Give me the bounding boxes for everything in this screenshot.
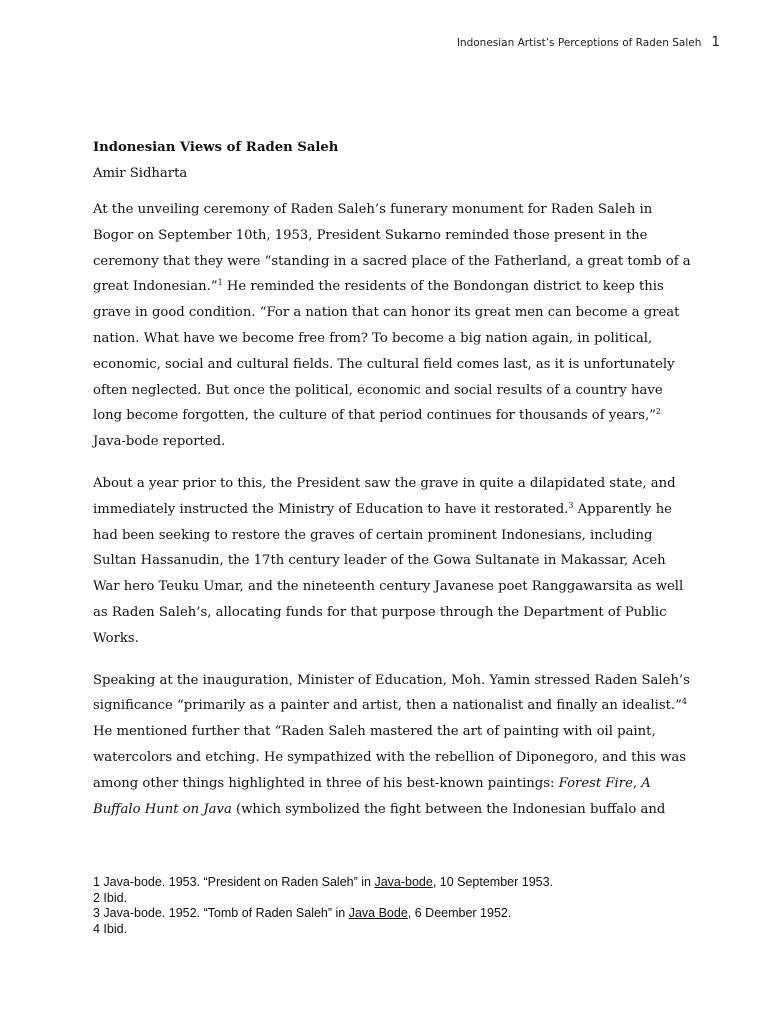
footnote-3-source: Java Bode: [348, 906, 408, 920]
footnote-ref-3[interactable]: 3: [568, 500, 574, 510]
paragraph-3-text-a: Speaking at the inauguration, Minister of Education, Moh. Yamin stressed Raden Saleh’s significance “primarily as a painter and artist, then a nationalist and finally an idealist.”: [93, 672, 690, 714]
paragraph-3-text-b: He mentioned further that “Raden Saleh mastered the art of painting with oil paint, watercolors and etching. He sympathized with the rebellion of Diponegoro, and this was among other things highlighted in three of his best-known paintings:: [93, 724, 687, 791]
paragraph-2: [93, 471, 693, 652]
footnote-1-text: 1 Java-bode. 1953. “President on Raden Saleh” in: [93, 875, 375, 889]
painting-title-buffalo-hunt: A Buffalo Hunt on Java: [93, 775, 651, 817]
paragraph-1-text-c: Java-bode reported.: [93, 434, 226, 450]
painting-title-forest-fire: Forest Fire: [558, 775, 633, 791]
page-number: 1: [711, 34, 720, 50]
paragraph-3-separator: ,: [632, 775, 642, 791]
footnote-4-text: 4 Ibid.: [93, 921, 128, 936]
footnote-2: [93, 891, 553, 907]
page-header: [457, 34, 720, 50]
footnote-ref-4[interactable]: 4: [681, 697, 687, 707]
footnote-ref-1[interactable]: 1: [217, 278, 223, 288]
paragraph-3-text-c: (which symbolized the fight between the Indonesian buffalo and: [231, 801, 666, 817]
footnote-1-source: Java-bode: [374, 875, 433, 889]
footnote-2-text: 2 Ibid.: [93, 890, 128, 905]
footnote-3: [93, 906, 553, 922]
footnote-1-date: , 10 September 1953.: [432, 875, 554, 889]
footnote-3-text: 3 Java-bode. 1952. “Tomb of Raden Saleh” in: [93, 906, 349, 920]
paragraph-1: [93, 197, 693, 455]
paragraph-2-text-a: About a year prior to this, the President saw the grave in quite a dilapidated state, and immediately instructed the Ministry of Education to have it restorated.: [93, 475, 676, 517]
article-title: Indonesian Views of Raden Saleh: [93, 140, 339, 155]
article-author: Amir Sidharta: [93, 166, 188, 181]
paragraph-2-text-b: Apparently he had been seeking to restore the graves of certain prominent Indonesians, including Sultan Hassanudin, the 17th century leader of the Gowa Sultanate in Makassar, Aceh War hero Teuku Umar, and the nineteenth century Javanese poet Ranggawarsita as well as Raden Saleh’s, allocating funds for that purpose through the Department of Public Works.: [93, 501, 684, 646]
footnote-3-date: , 6 Deember 1952.: [407, 906, 512, 920]
footnote-1: [93, 875, 553, 891]
paragraph-3: [93, 668, 693, 823]
paragraph-1-text-b: He reminded the residents of the Bondongan district to keep this grave in good condition. “For a nation that can honor its great men can become a great nation. What have we become free from? To become a big nation again, in political, economic, social and cultural fields. The cultural field comes last, as it is unfortunately often neglected. But once the political, economic and social results of a country have long become forgotten, the culture of that period continues for thousands of years,”: [93, 279, 680, 424]
document-body: [93, 136, 693, 822]
footnote-ref-2[interactable]: 2: [655, 407, 662, 417]
footnotes: [93, 875, 553, 937]
footnote-4: [93, 922, 553, 938]
running-title: Indonesian Artist’s Perceptions of Raden Saleh: [456, 37, 702, 49]
paragraph-1-text-a: At the unveiling ceremony of Raden Saleh’s funerary monument for Raden Saleh in Bogor on September 10th, 1953, President Sukarno reminded those present in the ceremony that they were “standing in a sacred place of the Fatherland, a great tomb of a great Indonesian.”: [93, 202, 691, 295]
